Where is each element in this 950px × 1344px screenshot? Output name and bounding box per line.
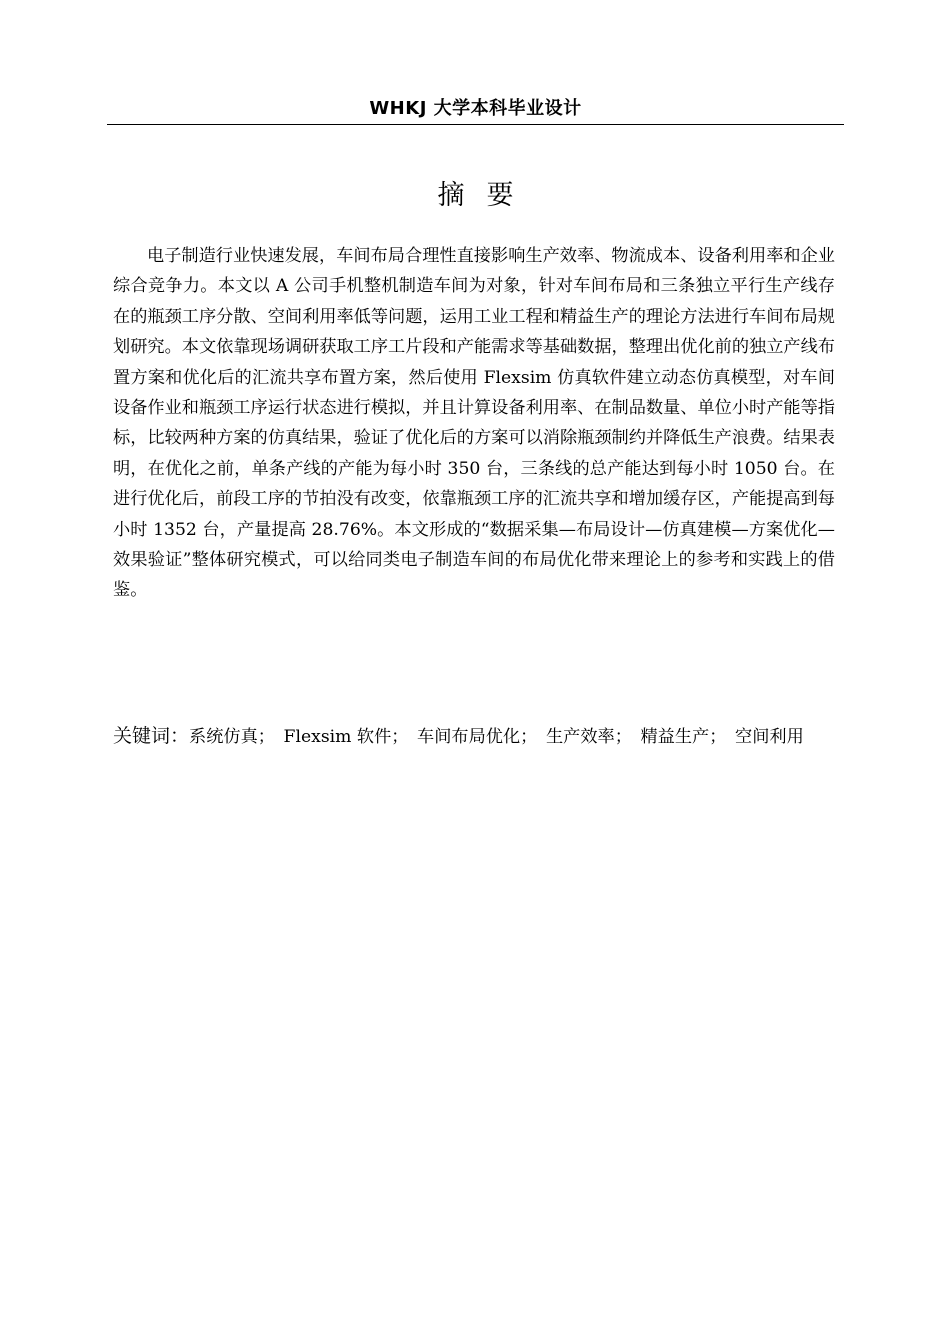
- keywords-label: 关键词：: [113, 725, 190, 747]
- abstract-title: 摘要: [437, 180, 536, 211]
- abstract-body: 电子制造行业快速发展，车间布局合理性直接影响生产效率、物流成本、设备利用率和企业综合竞争力。本文以 A 公司手机整机制造车间为对象，针对车间布局和三条独立平行生产线存在的瓶颈工序分散、空间利用率低等问题，运用工业工程和精益生产的理论方法进行车间布局规划研究。本文依靠现场调研获取工序工片段和产能需求等基础数据，整理出优化前的独立产线布置方案和优化后的汇流共享布置方案，然后使用 Flexsim 仿真软件建立动态仿真模型，对车间设备作业和瓶颈工序运行状态进行模拟，并且计算设备利用率、在制品数量、单位小时产能等指标，比较两种方案的仿真结果，验证了优化后的方案可以消除瓶颈制约并降低生产浪费。结果表明，在优化之前，单条产线的产能为每小时 350 台，三条线的总产能达到每小时 1050 台。在进行优化后，前段工序的节拍没有改变，依靠瓶颈工序的汇流共享和增加缓存区，产能提高到每小时 1352 台，产量提高 28.76%。本文形成的“数据采集—布局设计—仿真建模—方案优化—效果验证”整体研究模式，可以给同类电子制造车间的布局优化带来理论上的参考和实践上的借鉴。: [113, 246, 835, 601]
- header-text: WHKJ 大学本科毕业设计: [369, 98, 582, 119]
- keywords-text: 系统仿真； Flexsim 软件； 车间布局优化； 生产效率； 精益生产； 空间利用: [189, 727, 804, 747]
- page-header: [107, 96, 844, 125]
- keywords-paragraph: [113, 721, 835, 753]
